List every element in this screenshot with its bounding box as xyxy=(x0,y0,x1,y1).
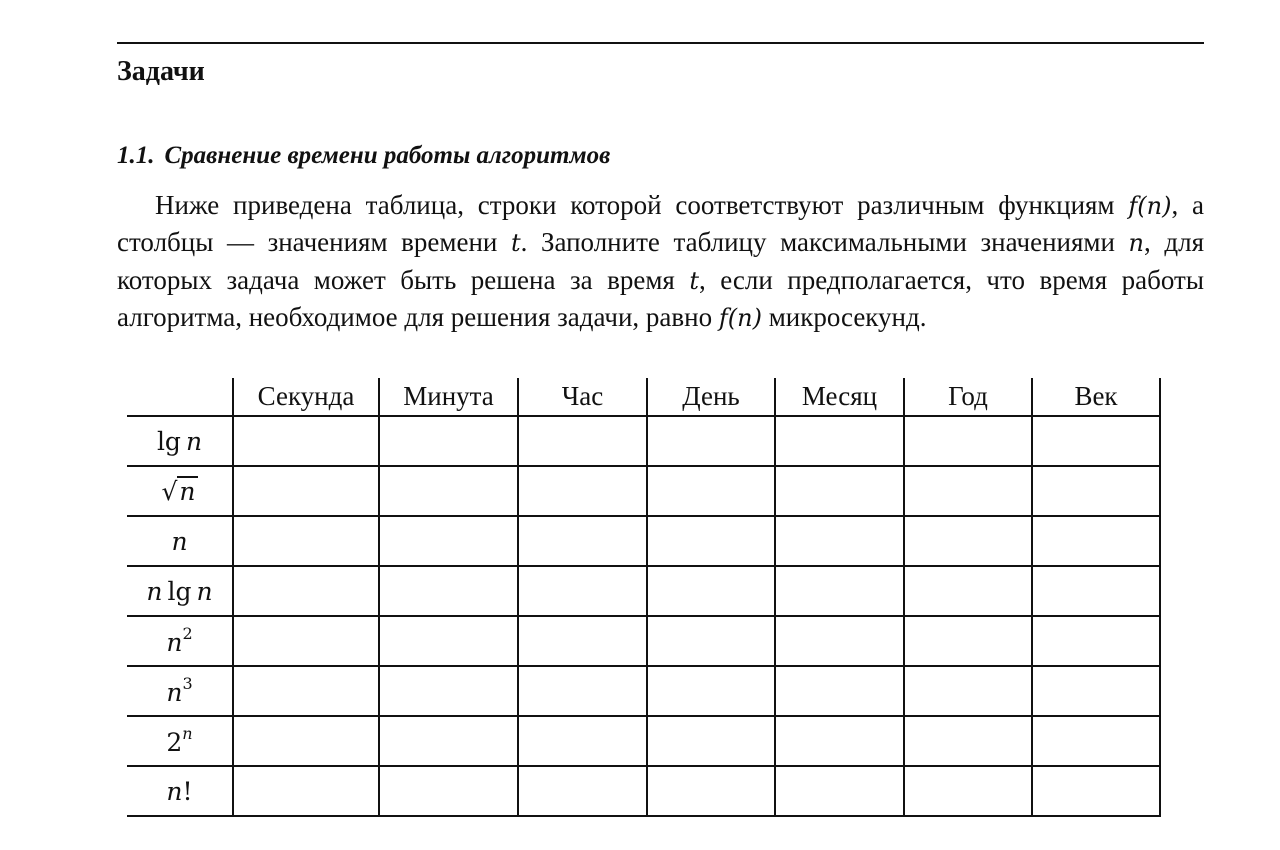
row-label: n! xyxy=(127,766,233,816)
answer-cell xyxy=(379,766,518,816)
math-f-n: f(n) xyxy=(1128,192,1172,220)
row-label: $n^3$ xyxy=(127,666,233,716)
table-row xyxy=(127,716,1160,766)
table-row xyxy=(127,466,1160,516)
answer-cell xyxy=(1032,516,1160,566)
row-label: lg n xyxy=(127,416,233,466)
table-header-row xyxy=(127,378,1160,416)
answer-cell xyxy=(775,616,904,666)
answer-cell xyxy=(647,666,775,716)
answer-cell xyxy=(233,666,379,716)
answer-cell xyxy=(647,516,775,566)
problem-title xyxy=(117,139,610,173)
answer-cell xyxy=(775,766,904,816)
table-row xyxy=(127,566,1160,616)
column-header: Час xyxy=(518,378,647,416)
math-n: n xyxy=(1128,229,1145,258)
answer-cell xyxy=(647,466,775,516)
answer-cell xyxy=(379,566,518,616)
problem-number: 1.1. xyxy=(117,142,155,169)
column-header: Секунда xyxy=(233,378,379,416)
table-row xyxy=(127,516,1160,566)
column-header: Век xyxy=(1032,378,1160,416)
problem-statement xyxy=(117,187,1204,337)
answer-cell xyxy=(904,416,1032,466)
answer-cell xyxy=(647,566,775,616)
top-rule xyxy=(117,42,1204,44)
answer-cell xyxy=(233,616,379,666)
statement-part: Ниже приведена таблица, строки которой соответствуют различным функциям xyxy=(155,190,1129,220)
answer-cell xyxy=(1032,466,1160,516)
answer-cell xyxy=(904,516,1032,566)
column-header: Месяц xyxy=(775,378,904,416)
answer-cell xyxy=(775,466,904,516)
answer-cell xyxy=(1032,666,1160,716)
row-label: n lg n xyxy=(127,566,233,616)
math-f-n: f(n) xyxy=(718,304,762,333)
answer-cell xyxy=(904,716,1032,766)
answer-cell xyxy=(904,616,1032,666)
row-label: 2$^n$ xyxy=(127,716,233,766)
problem-title-text: Сравнение времени работы алгоритмов xyxy=(164,142,611,169)
table-row xyxy=(127,416,1160,466)
answer-cell xyxy=(647,766,775,816)
answer-cell xyxy=(1032,716,1160,766)
answer-cell xyxy=(775,416,904,466)
statement-part: , если предполагается, что время работы алгоритма, необходимое для решения задачи, равно xyxy=(117,264,1204,333)
statement-part: , а столбцы — значениям времени xyxy=(117,190,1204,258)
answer-cell xyxy=(775,666,904,716)
answer-cell xyxy=(379,516,518,566)
column-header: Минута xyxy=(379,378,518,416)
answer-cell xyxy=(233,516,379,566)
answer-cell xyxy=(518,666,647,716)
answer-cell xyxy=(518,616,647,666)
answer-cell xyxy=(904,466,1032,516)
math-t: t xyxy=(510,229,521,258)
statement-part: , для которых задача может быть решена за время xyxy=(117,227,1204,295)
answer-cell xyxy=(647,416,775,466)
answer-cell xyxy=(775,716,904,766)
table-row xyxy=(127,766,1160,816)
answer-cell xyxy=(518,416,647,466)
row-label: √n xyxy=(127,466,233,516)
math-t: t xyxy=(689,266,699,295)
answer-cell xyxy=(518,766,647,816)
statement-part: микросекунд. xyxy=(761,302,927,333)
row-label: n xyxy=(127,516,233,566)
answer-cell xyxy=(1032,766,1160,816)
answer-cell xyxy=(647,716,775,766)
answer-cell xyxy=(518,466,647,516)
answer-cell xyxy=(379,466,518,516)
answer-cell xyxy=(518,566,647,616)
answer-cell xyxy=(775,516,904,566)
answer-cell xyxy=(518,716,647,766)
answer-cell xyxy=(233,766,379,816)
answer-cell xyxy=(904,666,1032,716)
row-label: $n^2$ xyxy=(127,616,233,666)
column-header: Год xyxy=(904,378,1032,416)
table-row xyxy=(127,666,1160,716)
answer-cell xyxy=(1032,616,1160,666)
answer-cell xyxy=(379,666,518,716)
corner-cell xyxy=(127,378,233,416)
answer-cell xyxy=(1032,416,1160,466)
answer-cell xyxy=(233,466,379,516)
time-complexity-table xyxy=(127,378,1161,817)
table-row xyxy=(127,616,1160,666)
answer-cell xyxy=(518,516,647,566)
section-heading: Задачи xyxy=(117,56,205,87)
column-header: День xyxy=(647,378,775,416)
answer-cell xyxy=(775,566,904,616)
answer-cell xyxy=(379,716,518,766)
statement-part: . Заполните таблицу максимальными значениями xyxy=(520,227,1129,258)
answer-cell xyxy=(904,766,1032,816)
answer-cell xyxy=(233,716,379,766)
answer-cell xyxy=(379,616,518,666)
answer-cell xyxy=(647,616,775,666)
answer-cell xyxy=(904,566,1032,616)
answer-cell xyxy=(233,566,379,616)
answer-cell xyxy=(233,416,379,466)
answer-cell xyxy=(379,416,518,466)
answer-cell xyxy=(1032,566,1160,616)
